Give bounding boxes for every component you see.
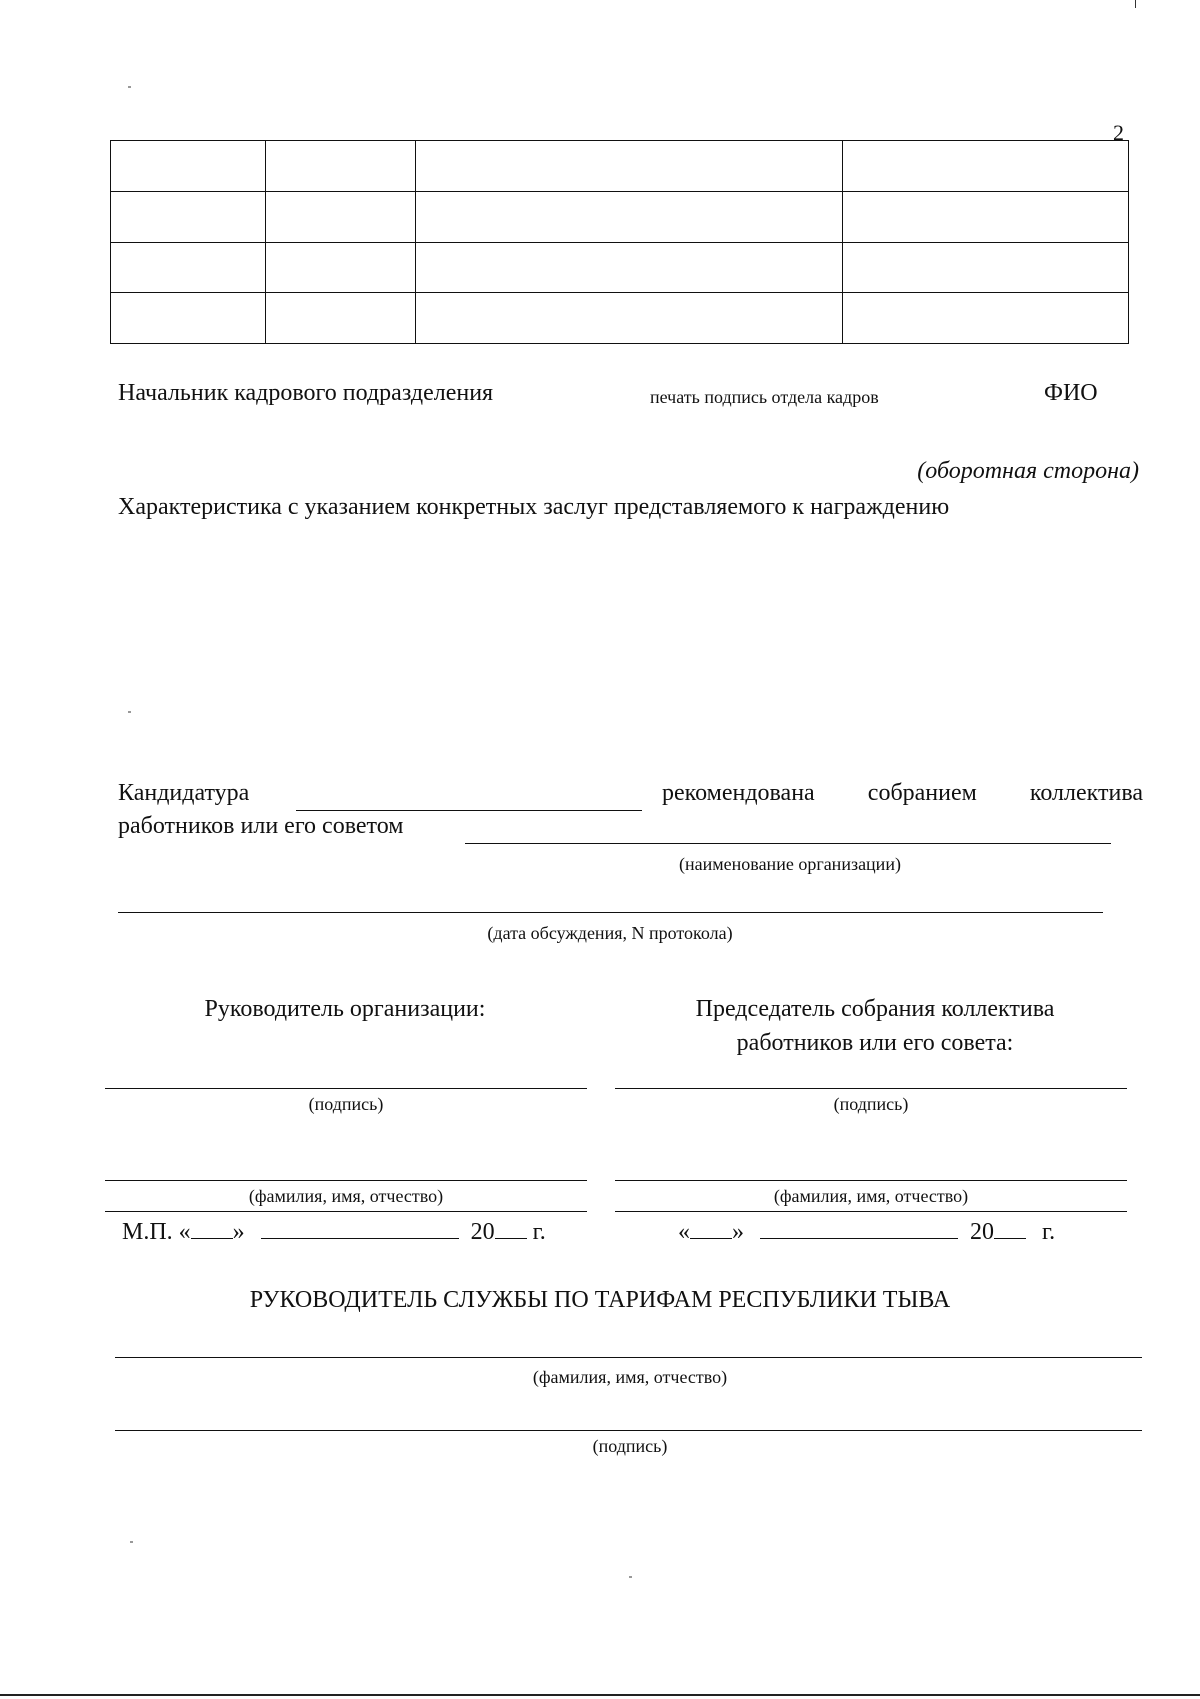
footer-name-line[interactable] xyxy=(115,1357,1142,1358)
close-quote: » xyxy=(232,1219,245,1245)
right-name-line[interactable] xyxy=(615,1180,1127,1181)
hr-fio-label: ФИО xyxy=(1044,380,1098,406)
scan-speck xyxy=(629,1576,632,1578)
open-quote: « xyxy=(178,1219,191,1245)
recommended-label: рекомендована собранием коллектива xyxy=(662,780,1143,806)
table-row xyxy=(111,141,1129,192)
scan-speck xyxy=(130,1541,133,1543)
table-cell[interactable] xyxy=(843,141,1129,192)
table-cell[interactable] xyxy=(416,141,843,192)
scan-speck xyxy=(128,86,131,88)
footer-name-caption: (фамилия, имя, отчество) xyxy=(532,1367,728,1387)
discussion-date-caption: (дата обсуждения, N протокола) xyxy=(487,923,733,943)
table-cell[interactable] xyxy=(843,191,1129,242)
table-cell[interactable] xyxy=(266,141,416,192)
left-name-caption: (фамилия, имя, отчество) xyxy=(248,1186,444,1206)
hr-stamp-label: печать подпись отдела кадров xyxy=(650,387,879,407)
table-cell[interactable] xyxy=(843,242,1129,293)
org-head-title: Руководитель организации: xyxy=(204,996,486,1022)
table-cell[interactable] xyxy=(416,293,843,344)
candidacy-label: Кандидатура xyxy=(118,780,250,806)
month-blank[interactable] xyxy=(760,1238,958,1239)
table-cell[interactable] xyxy=(416,242,843,293)
organization-line[interactable] xyxy=(465,843,1111,844)
left-signature-caption: (подпись) xyxy=(308,1094,384,1114)
table-cell[interactable] xyxy=(111,141,266,192)
right-signature-caption: (подпись) xyxy=(833,1094,909,1114)
table-cell[interactable] xyxy=(843,293,1129,344)
left-signature-line[interactable] xyxy=(105,1088,587,1089)
scan-bottom-edge xyxy=(0,1694,1200,1696)
close-quote: » xyxy=(732,1219,744,1245)
left-date-row xyxy=(122,1219,546,1246)
workers-council-label: работников или его советом xyxy=(118,813,404,839)
table-cell[interactable] xyxy=(416,191,843,242)
right-name-caption: (фамилия, имя, отчество) xyxy=(773,1186,969,1206)
day-blank[interactable] xyxy=(191,1238,233,1239)
organization-caption: (наименование организации) xyxy=(679,854,901,874)
left-name-line[interactable] xyxy=(105,1180,587,1181)
year-prefix: 20 xyxy=(470,1219,495,1245)
year-suffix: г. xyxy=(532,1219,546,1245)
month-blank[interactable] xyxy=(261,1238,459,1239)
characterization-heading: Характеристика с указанием конкретных заслуг представляемого к награждению xyxy=(118,494,950,520)
chairman-title-line1: Председатель собрания коллектива xyxy=(695,996,1055,1022)
year-blank[interactable] xyxy=(495,1238,527,1239)
table-row xyxy=(111,191,1129,242)
table-cell[interactable] xyxy=(266,242,416,293)
tariff-service-head-title: РУКОВОДИТЕЛЬ СЛУЖБЫ ПО ТАРИФАМ РЕСПУБЛИКИ ТЫВА xyxy=(249,1287,951,1313)
table-cell[interactable] xyxy=(266,293,416,344)
right-date-row xyxy=(678,1219,1055,1246)
chairman-title-line2: работников или его совета: xyxy=(736,1030,1014,1056)
hr-head-label: Начальник кадрового подразделения xyxy=(118,380,494,406)
table-row xyxy=(111,293,1129,344)
open-quote: « xyxy=(678,1219,690,1245)
reverse-side-label: (оборотная сторона) xyxy=(917,458,1139,484)
footer-signature-caption: (подпись) xyxy=(592,1436,668,1456)
right-signature-line[interactable] xyxy=(615,1088,1127,1089)
table-row xyxy=(111,242,1129,293)
left-name-underline xyxy=(105,1211,587,1212)
right-name-underline xyxy=(615,1211,1127,1212)
year-suffix: г. xyxy=(1042,1219,1056,1245)
year-blank[interactable] xyxy=(994,1238,1026,1239)
seal-place-label: М.П. xyxy=(122,1219,173,1245)
table-cell[interactable] xyxy=(111,293,266,344)
day-blank[interactable] xyxy=(690,1238,732,1239)
empty-form-table xyxy=(110,140,1129,344)
year-prefix: 20 xyxy=(970,1219,994,1245)
footer-signature-line[interactable] xyxy=(115,1430,1142,1431)
table-cell[interactable] xyxy=(111,242,266,293)
scan-speck xyxy=(128,711,131,713)
table-cell[interactable] xyxy=(266,191,416,242)
discussion-date-line[interactable] xyxy=(118,912,1103,913)
scan-mark xyxy=(1135,0,1136,8)
table-cell[interactable] xyxy=(111,191,266,242)
candidate-name-line[interactable] xyxy=(296,810,642,811)
page-number: 2 xyxy=(1113,120,1124,145)
